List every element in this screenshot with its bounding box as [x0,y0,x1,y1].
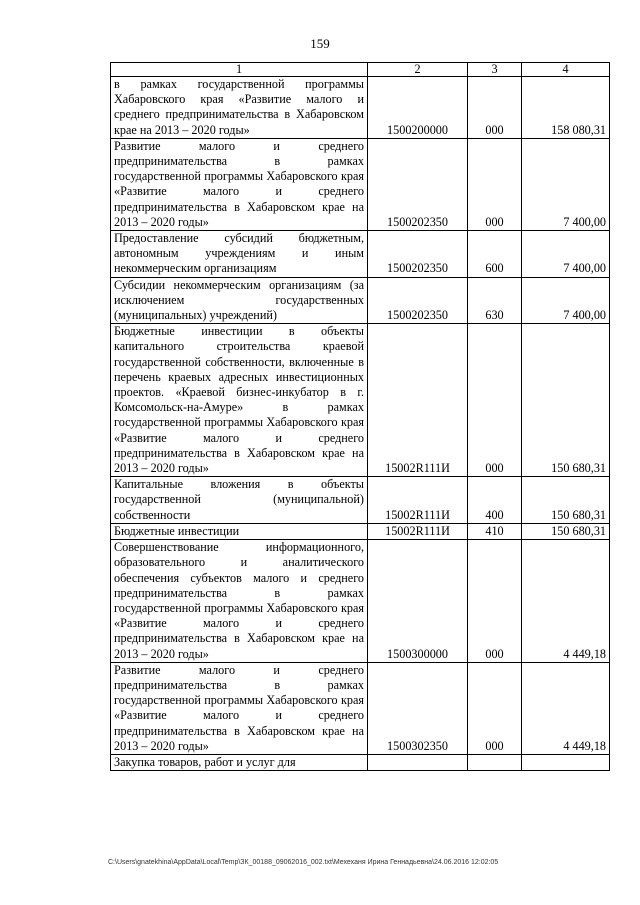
row-name: Предоставление субсидий бюджетным, автономным учреждениям и иным некоммерческим организациям [111,231,368,278]
row-expense-type: 400 [468,477,522,524]
row-name: Капитальные вложения в объекты государственной (муниципальной) собственности [111,477,368,524]
table-row [111,540,610,663]
row-amount: 4 449,18 [522,662,610,754]
table-row [111,277,610,324]
row-expense-type [468,754,522,770]
column-header: 1 [111,63,368,77]
table-row [111,477,610,524]
row-expense-type: 410 [468,523,522,539]
table-row [111,662,610,754]
row-code: 1500300000 [368,540,468,663]
row-amount: 150 680,31 [522,324,610,477]
row-expense-type: 000 [468,77,522,139]
row-code: 15002R111И [368,523,468,539]
row-expense-type: 000 [468,138,522,230]
table-row [111,77,610,139]
column-header: 4 [522,63,610,77]
row-code [368,754,468,770]
row-amount: 158 080,31 [522,77,610,139]
row-name: Развитие малого и среднего предпринимательства в рамках государственной программы Хабаровского края «Развитие малого и среднего предпринимательства в Хабаровском крае на 2013 – 2020 годы» [111,138,368,230]
row-code: 15002R111И [368,477,468,524]
table-row [111,754,610,770]
row-name: Бюджетные инвестиции в объекты капитального строительства краевой государственной собственности, включенные в перечень краевых адресных инвестиционных проектов. «Краевой бизнес-инкубатор в г. Комсомольск-на-Амуре» в рамках государственной программы Хабаровского края «Развитие малого и среднего предпринимательства в Хабаровском крае на 2013 – 2020 годы» [111,324,368,477]
row-amount: 7 400,00 [522,277,610,324]
table-row [111,523,610,539]
column-header: 2 [368,63,468,77]
row-expense-type: 600 [468,231,522,278]
table-row [111,231,610,278]
row-expense-type: 000 [468,540,522,663]
row-expense-type: 000 [468,662,522,754]
row-amount: 150 680,31 [522,523,610,539]
row-code: 1500202350 [368,231,468,278]
row-amount [522,754,610,770]
table-header-row [111,63,610,77]
row-amount: 150 680,31 [522,477,610,524]
row-name: Закупка товаров, работ и услуг для [111,754,368,770]
page-number: 159 [310,36,330,51]
row-expense-type: 000 [468,324,522,477]
row-name: Бюджетные инвестиции [111,523,368,539]
row-code: 1500202350 [368,138,468,230]
row-code: 15002R111И [368,324,468,477]
table-row [111,138,610,230]
row-name: Субсидии некоммерческим организациям (за исключением государственных (муниципальных) учреждений) [111,277,368,324]
budget-table [110,62,610,771]
row-code: 1500202350 [368,277,468,324]
table-row [111,324,610,477]
row-code: 1500200000 [368,77,468,139]
row-name: Совершенствование информационного, образовательного и аналитического обеспечения субъектов малого и среднего предпринимательства в рамках государственной программы Хабаровского края «Развитие малого и среднего предпринимательства в Хабаровском крае на 2013 – 2020 годы» [111,540,368,663]
row-amount: 7 400,00 [522,231,610,278]
row-expense-type: 630 [468,277,522,324]
row-amount: 7 400,00 [522,138,610,230]
file-path-footer: C:\Users\gnatekhina\AppData\Local\Temp\ЗК_00188_09062016_002.txt\Мехеханя Ирина Геннадьевна\24.06.2016 12:02:05 [108,859,499,866]
row-amount: 4 449,18 [522,540,610,663]
row-name: в рамках государственной программы Хабаровского края «Развитие малого и среднего предпринимательства в Хабаровском крае на 2013 – 2020 годы» [111,77,368,139]
row-name: Развитие малого и среднего предпринимательства в рамках государственной программы Хабаровского края «Развитие малого и среднего предпринимательства в Хабаровском крае на 2013 – 2020 годы» [111,662,368,754]
column-header: 3 [468,63,522,77]
row-code: 1500302350 [368,662,468,754]
